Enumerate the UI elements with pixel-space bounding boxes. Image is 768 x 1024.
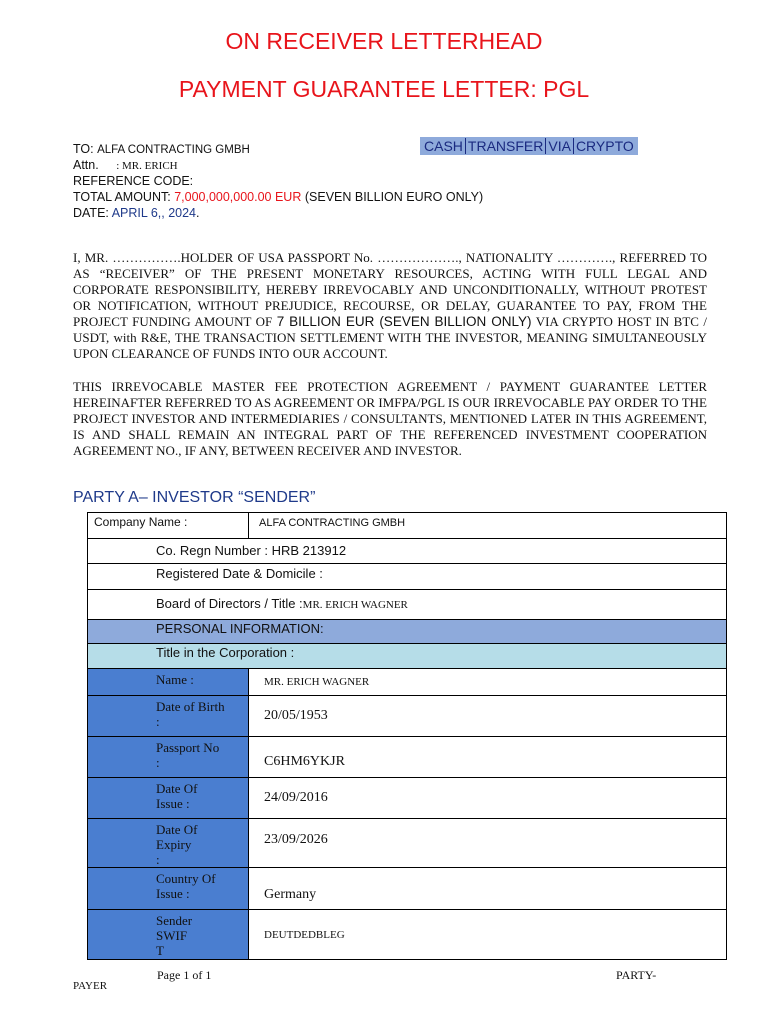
date-line: DATE: APRIL 6,, 2024.	[73, 206, 200, 220]
paragraph-text: I, MR. …………….HOLDER OF USA PASSPORT No. ………………., NATIONALITY …………., REFERRED TO AS “RECEIVER” OF THE PRESENT MONETARY RESOURCES, ACTING WITH FULL LEGAL AND CORPORATE RESPONSIBILITY, HEREBY IRREVOCABLY AND UNCONDITIONALLY, WITHOUT PROTEST OR NOTIFICATION, WITHOUT PREJUDICE, RECOURSE, OR DELAY, GUARANTEE TO PAY, FROM THE PROJECT FUNDING AMOUNT OF	[73, 250, 707, 329]
expiry-date-label: Date Of Expiry :	[88, 819, 249, 868]
amount-words: (SEVEN BILLION EURO ONLY)	[304, 190, 484, 204]
date-value: APRIL 6,, 2024	[111, 206, 197, 220]
payer-label: PAYER	[73, 980, 108, 992]
passport-value: C6HM6YKJR	[249, 737, 727, 778]
board-row	[88, 590, 727, 620]
to-line	[73, 141, 250, 158]
payment-method-badge	[420, 137, 638, 155]
name-label: Name :	[88, 669, 249, 696]
dob-label: Date of Birth :	[88, 696, 249, 737]
agreement-paragraph: THIS IRREVOCABLE MASTER FEE PROTECTION AGREEMENT / PAYMENT GUARANTEE LETTER HEREINAFTER REFERRED TO AS AGREEMENT OR IMFPA/PGL IS OUR IRREVOCABLE PAY ORDER TO THE PROJECT INVESTOR AND INTERMEDIARIES / CONSULTANTS, MENTIONED LATER IN THIS AGREEMENT, IS AND SHALL REMAIN AN INTEGRAL PART OF THE REFERENCED INVESTMENT COOPERATION AGREEMENT NO., IF ANY, BETWEEN RECEIVER AND INVESTOR.	[73, 379, 707, 458]
expiry-date-value: 23/09/2026	[249, 819, 727, 868]
sender-info-table	[87, 512, 727, 960]
amount-value: 7,000,000,000.00 EUR	[174, 190, 302, 204]
to-value: ALFA CONTRACTING GMBH	[97, 144, 250, 156]
guarantee-paragraph	[73, 250, 707, 362]
company-value: ALFA CONTRACTING GMBH	[249, 513, 727, 539]
badge-word: TRANSFER	[467, 138, 544, 154]
amount-highlight: 7 BILLION EUR (SEVEN BILLION ONLY)	[276, 314, 532, 329]
document-title: PAYMENT GUARANTEE LETTER: PGL	[178, 76, 590, 102]
reference-code: REFERENCE CODE:	[73, 174, 194, 188]
company-label: Company Name :	[88, 513, 249, 539]
registered-domicile: Registered Date & Domicile :	[88, 564, 727, 590]
badge-word: VIA	[548, 138, 571, 154]
swift-value: DEUTDEDBLEG	[249, 910, 727, 960]
amount-line	[73, 189, 483, 205]
attn-value: : MR. ERICH	[116, 160, 178, 172]
dob-value: 20/05/1953	[249, 696, 727, 737]
party-label: PARTY-	[616, 968, 657, 982]
letterhead-title: ON RECEIVER LETTERHEAD	[225, 28, 543, 54]
issue-date-label: Date Of Issue :	[88, 778, 249, 819]
issue-date-value: 24/09/2016	[249, 778, 727, 819]
paragraph-text: VIA CRYPTO HOST IN BTC / USDT, with R&E, THE TRANSACTION SETTLEMENT WITH THE INVESTOR, MEANING SIMULTANEOUSLY UPON CLEARANCE OF FUNDS INTO OUR ACCOUNT.	[73, 314, 708, 361]
board-label: Board of Directors / Title :	[156, 596, 303, 611]
registration-number: Co. Regn Number : HRB 213912	[88, 539, 727, 564]
date-label: DATE:	[73, 206, 109, 220]
country-value: Germany	[249, 868, 727, 910]
attn-label: Attn.	[73, 158, 99, 172]
page-number: Page 1 of 1	[157, 968, 212, 982]
name-value: MR. ERICH WAGNER	[249, 669, 727, 696]
country-label: Country Of Issue :	[88, 868, 249, 910]
badge-word: CASH	[424, 138, 463, 154]
passport-label: Passport No :	[88, 737, 249, 778]
attn-line	[73, 157, 178, 174]
swift-label: Sender SWIF T	[88, 910, 249, 960]
title-in-corporation: Title in the Corporation :	[88, 644, 727, 669]
badge-word: CRYPTO	[575, 138, 634, 154]
amount-label: TOTAL AMOUNT:	[73, 190, 171, 204]
personal-info-header: PERSONAL INFORMATION:	[88, 620, 727, 644]
board-value: MR. ERICH WAGNER	[302, 599, 408, 611]
to-label: TO:	[73, 142, 94, 156]
party-heading: PARTY A– INVESTOR “SENDER”	[73, 489, 316, 506]
